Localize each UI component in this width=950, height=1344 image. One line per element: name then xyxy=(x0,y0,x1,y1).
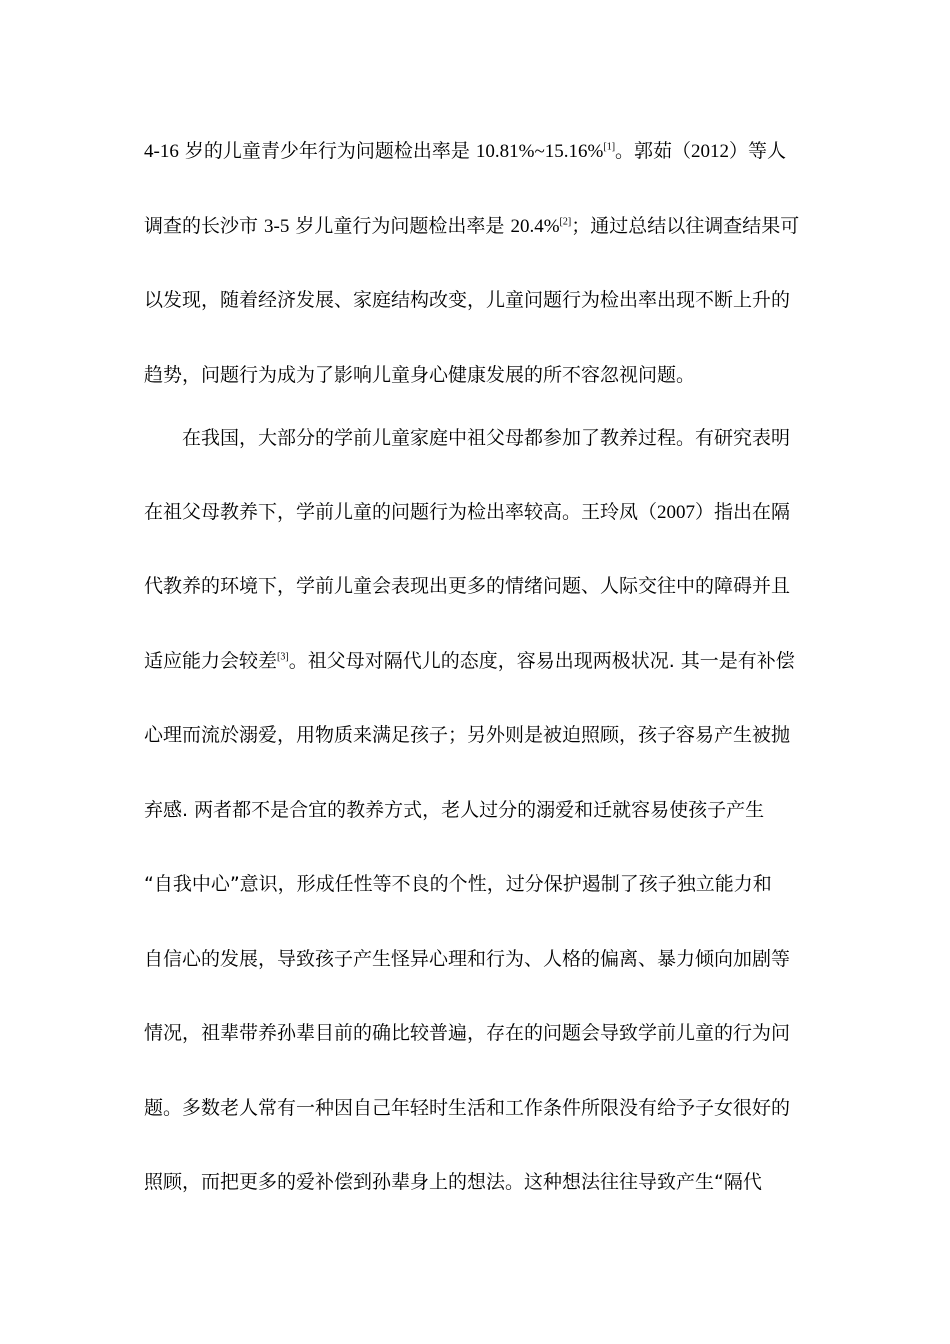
text-line-12: 自信心的发展，导致孩子产生怪异心理和行为、人格的偏离、暴力倾向加剧等 xyxy=(144,948,791,970)
text-line-4: 趋势，问题行为成为了影响儿童身心健康发展的所不容忽视问题。 xyxy=(144,364,696,386)
line-1-part-a: 4-16 xyxy=(144,141,179,162)
text-line-15: 照顾，而把更多的爱补偿到孙辈身上的想法。这种想法往往导致产生“隔代 xyxy=(144,1171,762,1193)
text-line-5: 在我国，大部分的学前儿童家庭中祖父母都参加了教养过程。有研究表明 xyxy=(182,427,791,449)
text-line-2 xyxy=(144,211,809,241)
line-1-part-b: 岁的儿童青少年行为问题检出率是 xyxy=(178,140,476,162)
line-1-part-e: 2012 xyxy=(691,141,730,162)
line-2-part-c: 岁儿童行为问题检出率是 xyxy=(289,215,511,237)
text-line-14: 题。多数老人常有一种因自己年轻时生活和工作条件所限没有给予子女很好的 xyxy=(144,1097,791,1119)
line-6-part-b: 2007 xyxy=(657,502,696,523)
text-line-8 xyxy=(144,646,809,676)
line-2-part-a: 调查的长沙市 xyxy=(144,215,265,237)
line-6-part-a: 在祖父母教养下，学前儿童的问题行为检出率较高。王玲凤（ xyxy=(144,501,658,523)
line-6-part-c: ）指出在隔 xyxy=(695,501,791,523)
text-line-3: 以发现，随着经济发展、家庭结构改变，儿童问题行为检出率出现不断上升的 xyxy=(144,289,791,311)
line-2-part-b: 3-5 xyxy=(264,216,290,237)
citation-2: [2] xyxy=(559,216,572,228)
text-line-10: 弃感. 两者都不是合宜的教养方式，老人过分的溺爱和迁就容易使孩子产生 xyxy=(144,799,765,821)
text-line-13: 情况，祖辈带养孙辈目前的确比较普遍，存在的问题会导致学前儿童的行为问 xyxy=(144,1022,791,1044)
text-line-11: “自我中心”意识，形成任性等不良的个性，过分保护遏制了孩子独立能力和 xyxy=(144,873,772,895)
text-line-9: 心理而流於溺爱，用物质来满足孩子；另外则是被迫照顾，孩子容易产生被抛 xyxy=(144,724,791,746)
citation-3: [3] xyxy=(277,651,289,663)
line-1-part-f: ）等人 xyxy=(729,140,787,162)
line-1-part-c: 10.81%~15.16% xyxy=(475,141,604,162)
text-line-1 xyxy=(144,136,809,166)
line-1-part-d: 。郭茹（ xyxy=(615,140,692,162)
line-2-part-e: ；通过总结以往调查结果可 xyxy=(571,215,800,237)
line-2-part-d: 20.4% xyxy=(510,216,560,237)
line-8-part-b: 。祖父母对隔代儿的态度，容易出现两极状况. 其一是有补偿 xyxy=(288,650,795,672)
line-8-part-a: 适应能力会较差 xyxy=(144,650,278,672)
text-line-7: 代教养的环境下，学前儿童会表现出更多的情绪问题、人际交往中的障碍并且 xyxy=(144,575,791,597)
text-line-6 xyxy=(144,497,809,527)
citation-1: [1] xyxy=(603,141,616,153)
